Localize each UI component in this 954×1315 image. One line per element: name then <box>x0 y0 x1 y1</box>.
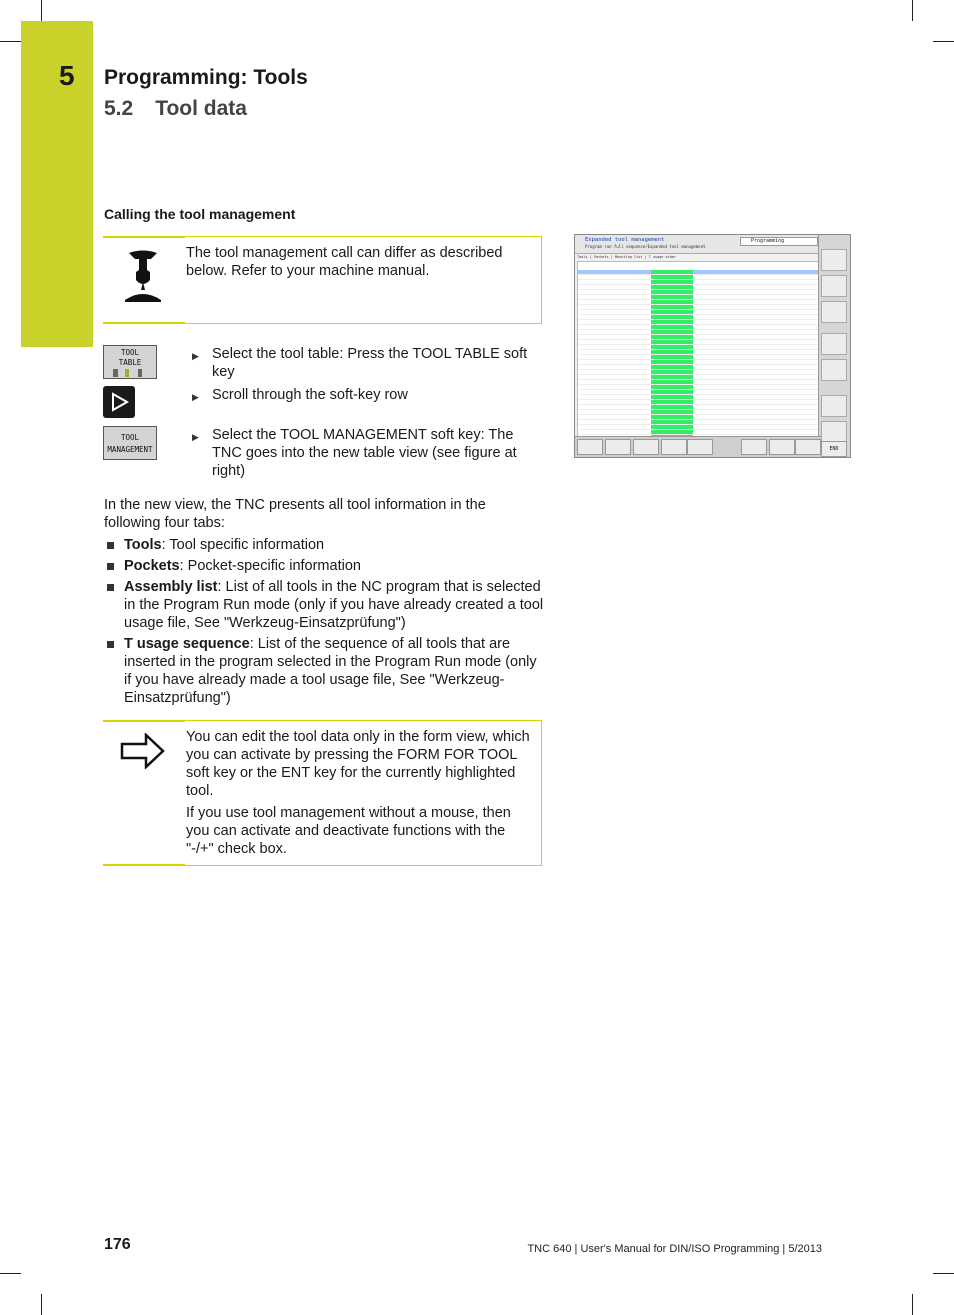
magazine-cell <box>651 415 693 419</box>
desc: : Pocket-specific information <box>179 558 361 574</box>
screen-tabs: Tools | Pockets | Mounting list | T usage order <box>577 255 677 259</box>
tabs-list <box>104 536 544 710</box>
section-number: 5.2 <box>104 97 134 120</box>
end-softkey[interactable]: END <box>821 441 847 457</box>
magazine-cell <box>651 390 693 394</box>
magazine-cell <box>651 385 693 389</box>
magazine-cell <box>651 370 693 374</box>
magazine-cell <box>651 315 693 319</box>
tool-grid <box>577 261 821 439</box>
magazine-cell <box>651 425 693 429</box>
magazine-cell <box>651 345 693 349</box>
magazine-cell <box>651 290 693 294</box>
side-button[interactable] <box>821 359 847 381</box>
tool-management-softkey[interactable] <box>103 426 157 460</box>
screen-softkey[interactable] <box>605 439 631 455</box>
side-button[interactable] <box>821 333 847 355</box>
screen-softkey[interactable] <box>769 439 795 455</box>
machine-icon-cell <box>103 237 185 323</box>
magazine-cell <box>651 325 693 329</box>
intro-paragraph: In the new view, the TNC presents all tool information in the following four tabs: <box>104 497 486 531</box>
side-button[interactable] <box>821 395 847 417</box>
side-button[interactable] <box>821 275 847 297</box>
screen-mode: Programming <box>740 237 818 246</box>
magazine-cell <box>651 300 693 304</box>
chapter-title: Programming: Tools <box>104 66 308 89</box>
tip-text-1: You can edit the tool data only in the form view, which you can activate by pressing the FORM FOR TOOL soft key or the ENT key for the currently highlighted tool. <box>186 729 530 799</box>
screen-sidebar <box>818 235 850 458</box>
machine-tool-icon <box>123 250 163 312</box>
magazine-cell <box>651 305 693 309</box>
side-button[interactable] <box>821 249 847 271</box>
magazine-cell <box>651 365 693 369</box>
screen-subtitle: Program run full sequence/Expanded tool management <box>585 244 706 249</box>
screen-softkey[interactable] <box>633 439 659 455</box>
screen-softkey-row <box>575 436 821 457</box>
tip-text-2: If you use tool management without a mouse, then you can activate and deactivate functions with the "-/+" check box. <box>186 805 511 857</box>
step-item: ▶ Select the tool table: Press the TOOL TABLE soft key <box>192 345 538 381</box>
magazine-cell <box>651 320 693 324</box>
screen-title: Expanded tool management <box>585 237 665 243</box>
side-button[interactable] <box>821 421 847 443</box>
step-item: ▶ Scroll through the soft-key row <box>192 386 538 404</box>
term: Assembly list <box>124 579 218 595</box>
magazine-cell <box>651 310 693 314</box>
tip-icon-cell <box>103 721 185 865</box>
step-item: ▶ Select the TOOL MANAGEMENT soft key: The TNC goes into the new table view (see figure at right) <box>192 426 538 480</box>
softkey-label: TOOL <box>120 433 140 442</box>
term: Pockets <box>124 558 180 574</box>
desc: : Tool specific information <box>161 537 325 553</box>
magazine-cell <box>651 355 693 359</box>
softkey-label: TABLE <box>118 358 142 367</box>
screen-softkey[interactable] <box>661 439 687 455</box>
magazine-cell <box>651 340 693 344</box>
tool-table-softkey[interactable] <box>103 345 157 379</box>
screen-softkey[interactable] <box>577 439 603 455</box>
machine-note-text: The tool management call can differ as described below. Refer to your machine manual. <box>186 245 503 279</box>
term: T usage sequence <box>124 636 250 652</box>
screen-softkey[interactable] <box>687 439 713 455</box>
magazine-cell <box>651 275 693 279</box>
magazine-cell <box>651 410 693 414</box>
magazine-cell <box>651 350 693 354</box>
magazine-cell <box>651 395 693 399</box>
list-item <box>104 536 544 554</box>
subheading: Calling the tool management <box>104 206 296 222</box>
list-item <box>104 557 544 575</box>
scroll-softkey-row-button[interactable] <box>103 386 135 418</box>
step-list <box>192 426 538 480</box>
list-item <box>104 578 544 632</box>
magazine-cell <box>651 405 693 409</box>
section-name: Tool data <box>155 97 247 120</box>
magazine-cell <box>651 430 693 434</box>
magazine-cell <box>651 280 693 284</box>
tool-management-screenshot <box>574 234 851 458</box>
magazine-cell <box>651 330 693 334</box>
magazine-cell <box>651 375 693 379</box>
magazine-cell <box>651 380 693 384</box>
page-number: 176 <box>104 1236 131 1253</box>
magazine-cell <box>651 420 693 424</box>
screen-softkey[interactable] <box>795 439 821 455</box>
machine-note-box <box>103 236 542 324</box>
section-title <box>104 97 247 121</box>
screen-softkey[interactable] <box>741 439 767 455</box>
softkey-label: TOOL <box>120 348 140 357</box>
magazine-cell <box>651 400 693 404</box>
magazine-cell <box>651 295 693 299</box>
magazine-cell <box>651 285 693 289</box>
desc: : List of all tools in the NC program that is selected in the Program Run mode (only if you have already created a tool usage file, See "Werkzeug-Einsatzprüfung") <box>124 579 544 631</box>
chapter-number: 5 <box>59 60 75 91</box>
magazine-cell <box>651 335 693 339</box>
tip-note-box <box>103 720 542 866</box>
screen-header <box>575 235 821 254</box>
chapter-band <box>21 21 93 347</box>
desc: : List of the sequence of all tools that are inserted in the program selected in the Program Run mode (only if you have already made a tool usage file, See "Werkzeug-Einsatzprüfung") <box>124 636 537 706</box>
term: Tools <box>124 537 162 553</box>
arrow-right-icon <box>120 733 166 769</box>
footer-text: TNC 640 | User's Manual for DIN/ISO Programming | 5/2013 <box>527 1243 822 1255</box>
magazine-cell <box>651 270 693 274</box>
magazine-cell <box>651 360 693 364</box>
triangle-right-icon <box>103 386 135 418</box>
side-button[interactable] <box>821 301 847 323</box>
step-list <box>192 345 538 381</box>
step-list <box>192 386 538 404</box>
list-item <box>104 635 544 707</box>
tool-icon <box>111 368 149 378</box>
softkey-label: MANAGEMENT <box>107 445 153 454</box>
